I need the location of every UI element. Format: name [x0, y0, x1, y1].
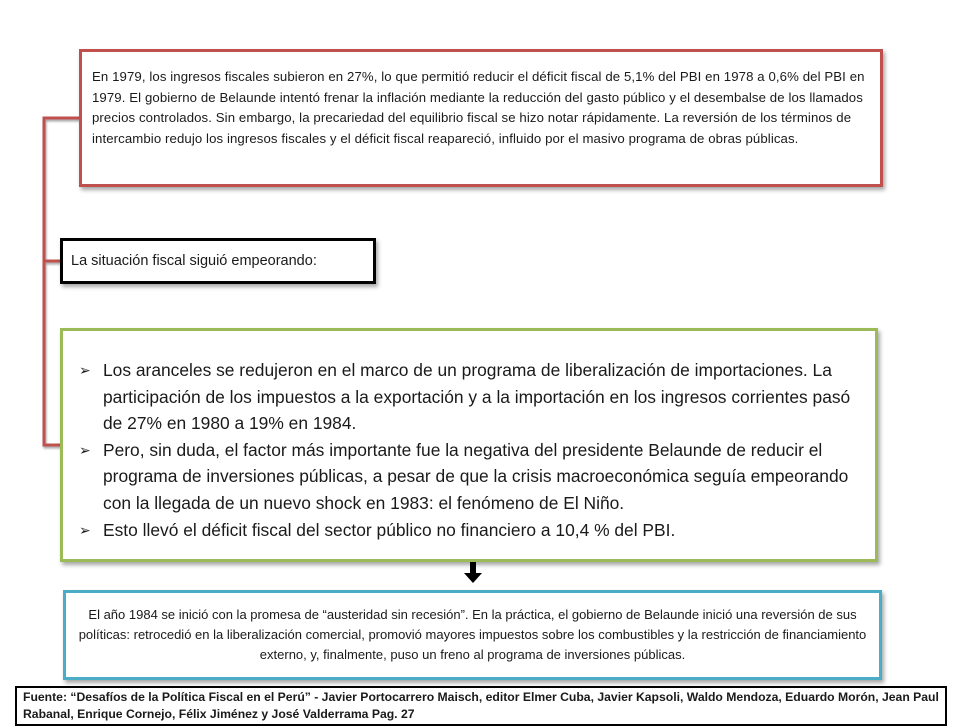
year-1984-text: El año 1984 se inició con la promesa de “austeridad sin recesión”. En la práctica, el gobierno de Belaunde inició una reversión de sus políticas: retrocedió en la liberalización comercial, promovió mayores impuestos sobre los combustibles y la restricción de financiamiento externo, y, finalmente, puso un freno al programa de inversiones públicas.	[78, 607, 867, 662]
source-citation-box	[15, 686, 947, 726]
list-item	[79, 517, 861, 544]
arrowhead-bullet-icon: ➢	[79, 362, 91, 378]
arrowhead-bullet-icon: ➢	[79, 441, 91, 458]
list-item-text: Pero, sin duda, el factor más importante fue la negativa del presidente Belaunde de reducir el programa de inversiones públicas, a pesar de que la crisis macroeconómica seguía empeorando con la llegada de un nuevo shock en 1983: el fenómeno de El Niño.	[103, 439, 849, 513]
list-item-text: Los aranceles se redujeron en el marco de un programa de liberalización de importaciones. La participación de los impuestos a la exportación y a la importación en los ingresos corrientes pasó de 27% en 1980 a 19% en 1984.	[103, 360, 851, 434]
context-1979-box	[79, 49, 883, 187]
fiscal-situation-box	[60, 238, 376, 284]
list-item-text: Esto llevó el déficit fiscal del sector público no financiero a 10,4 % del PBI.	[103, 519, 676, 540]
year-1984-box	[63, 590, 882, 680]
causes-list	[79, 357, 861, 543]
list-item	[79, 357, 861, 437]
list-item	[79, 437, 861, 517]
down-arrow-icon	[464, 561, 482, 583]
fiscal-situation-text: La situación fiscal siguió empeorando:	[71, 253, 317, 269]
context-1979-text: En 1979, los ingresos fiscales subieron en 27%, lo que permitió reducir el déficit fiscal de 5,1% del PBI en 1978 a 0,6% del PBI en 1979. El gobierno de Belaunde intentó frenar la inflación mediante la reducción del gasto público y el desembalse de los llamados precios controlados. Sin embargo, la precariedad del equilibrio fiscal se hizo notar rápidamente. La reversión de los términos de intercambio redujo los ingresos fiscales y el déficit fiscal reapareció, influido por el masivo programa de obras públicas.	[92, 69, 865, 146]
source-citation-text: Fuente: “Desafíos de la Política Fiscal en el Perú” - Javier Portocarrero Maisch, editor Elmer Cuba, Javier Kapsoli, Waldo Mendoza, Eduardo Morón, Jean Paul Rabanal, Enrique Cornejo, Félix Jiménez y José Valderrama Pag. 27	[23, 690, 939, 721]
causes-list-box	[60, 328, 878, 562]
arrowhead-bullet-icon: ➢	[79, 521, 91, 538]
